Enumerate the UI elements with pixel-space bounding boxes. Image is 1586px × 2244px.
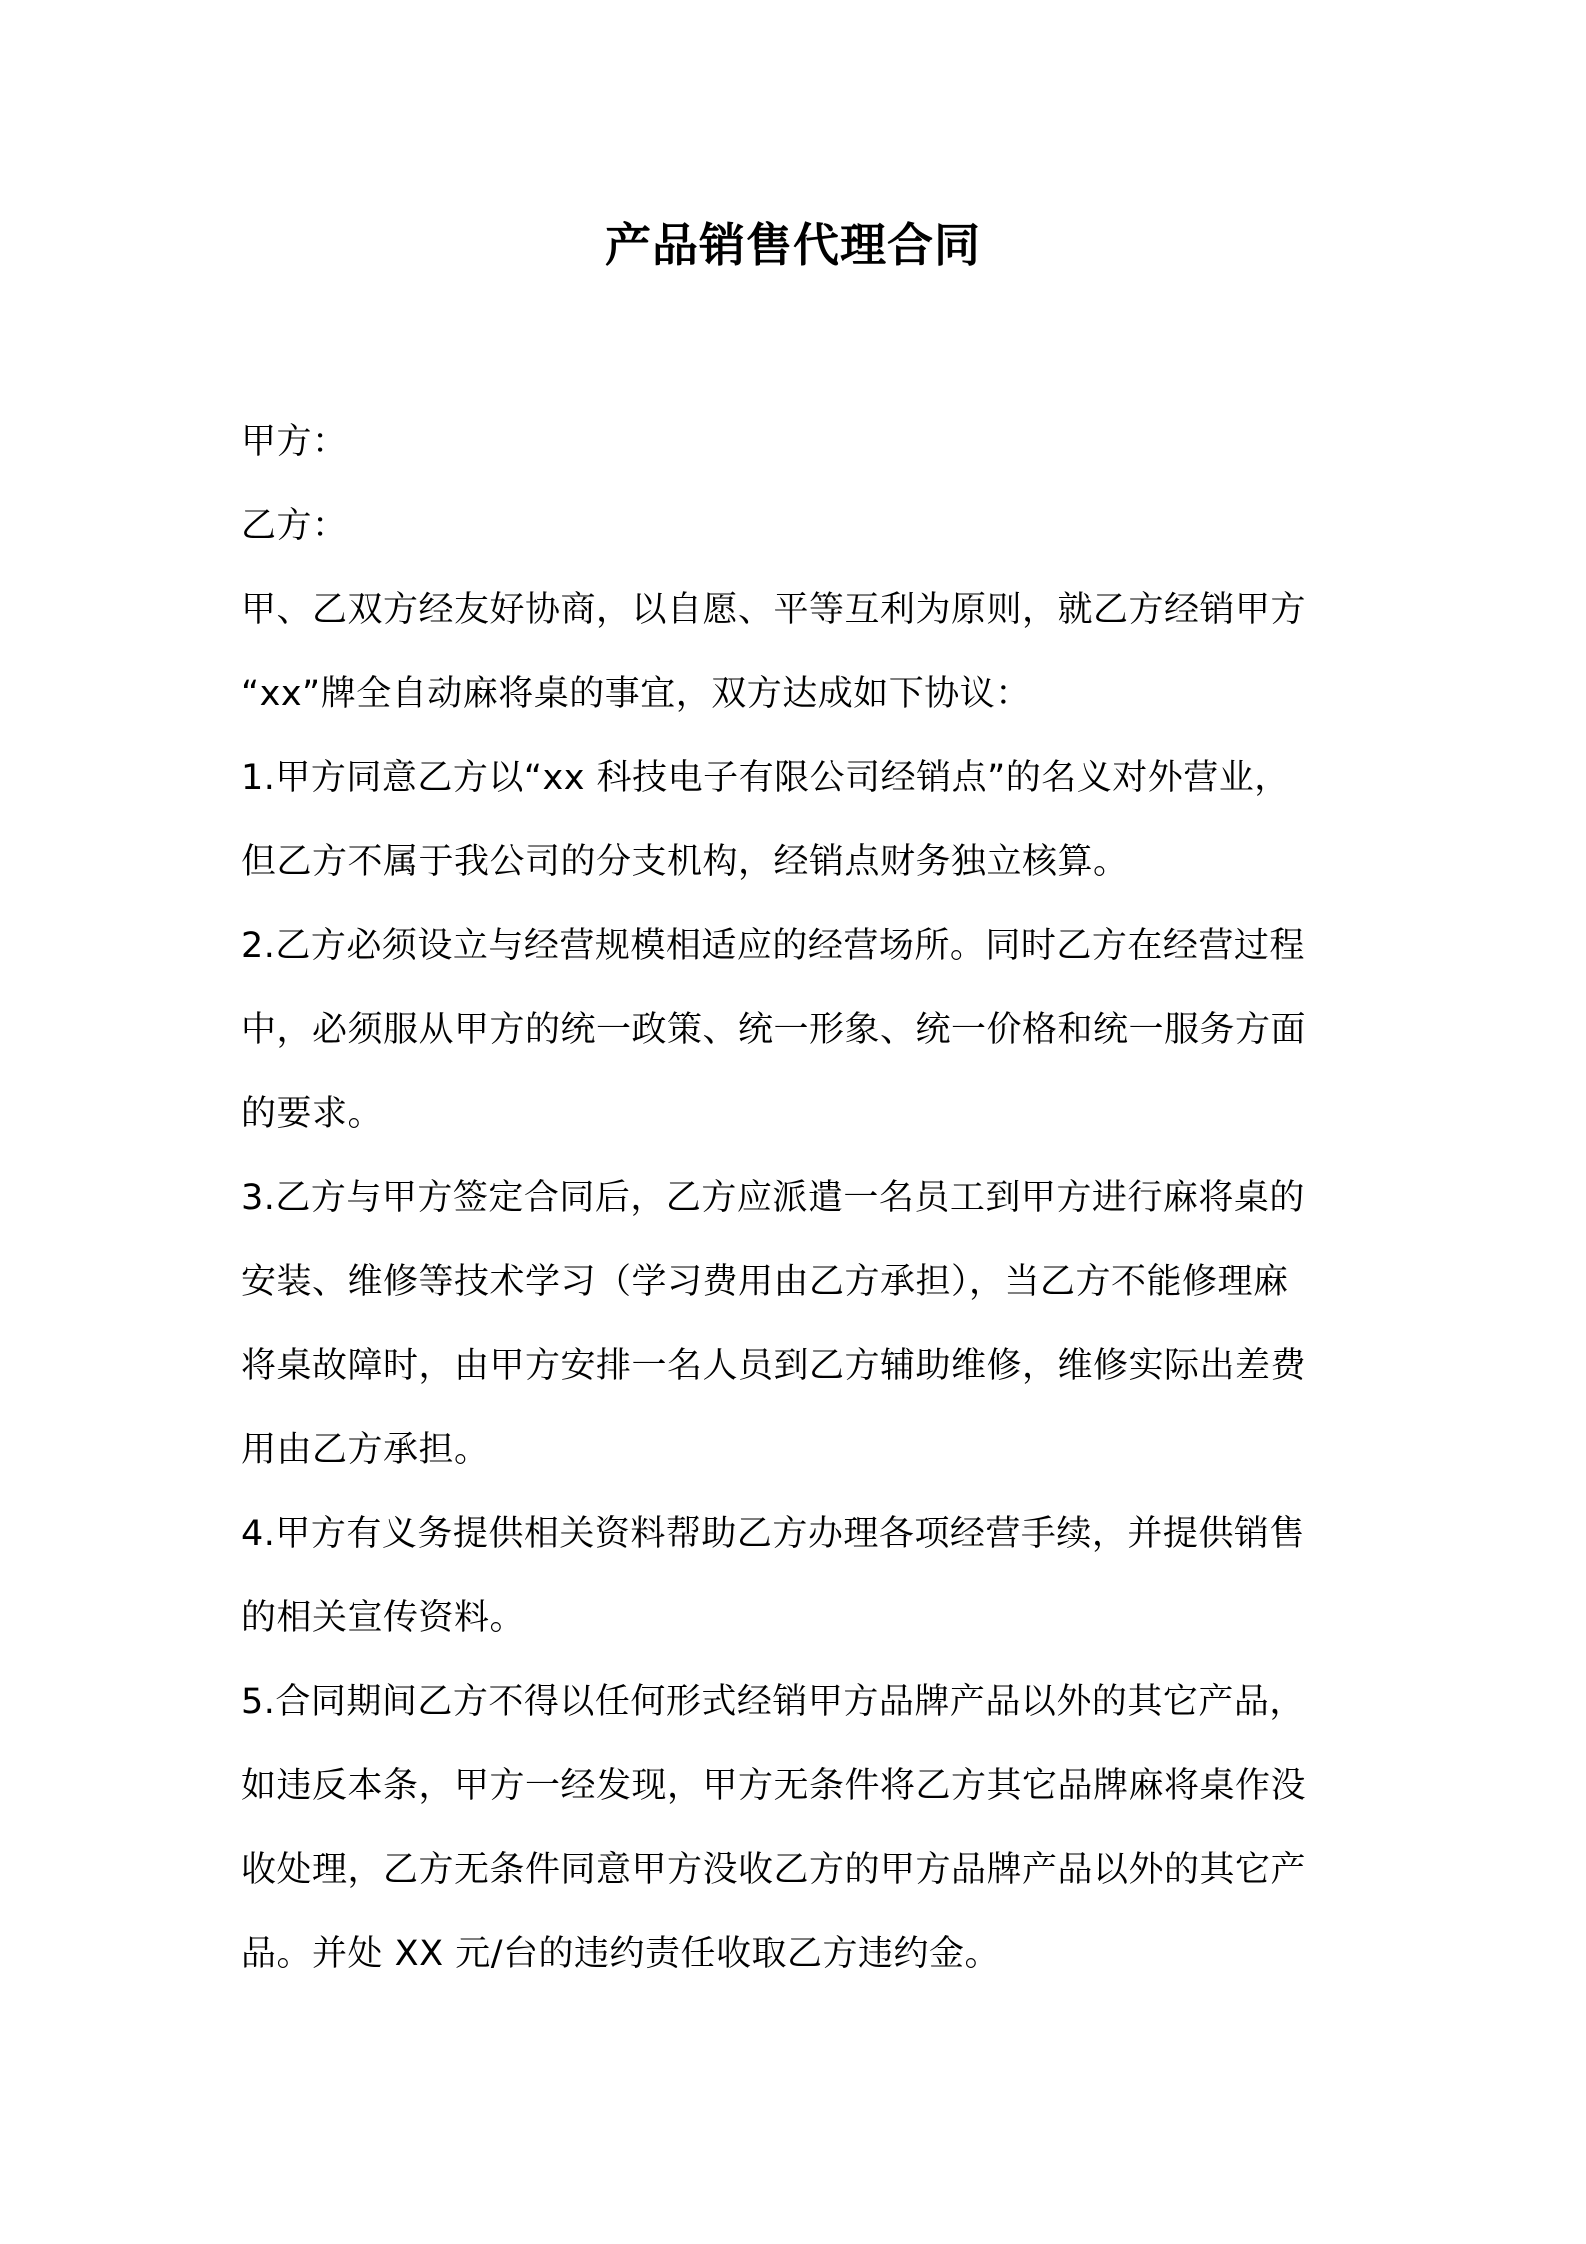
clause-2-line-2: 中，必须服从甲方的统一政策、统一形象、统一价格和统一服务方面 [241, 1010, 1307, 1050]
clause-3-line-3: 将桌故障时，由甲方安排一名人员到乙方辅助维修，维修实际出差费 [241, 1346, 1307, 1386]
preamble-line-1: 甲、乙双方经友好协商，以自愿、平等互利为原则，就乙方经销甲方 [241, 590, 1307, 630]
document-body [241, 400, 1356, 1996]
clause-4-line-1: 4.甲方有义务提供相关资料帮助乙方办理各项经营手续，并提供销售 [241, 1514, 1305, 1554]
clause-5-line-1: 5.合同期间乙方不得以任何形式经销甲方品牌产品以外的其它产品， [241, 1682, 1305, 1722]
clause-5-line-3: 收处理，乙方无条件同意甲方没收乙方的甲方品牌产品以外的其它产 [241, 1850, 1307, 1890]
party-b-line: 乙方： [241, 506, 348, 546]
party-a-line: 甲方： [241, 422, 348, 462]
clause-5-line-2: 如违反本条，甲方一经发现，甲方无条件将乙方其它品牌麻将桌作没 [241, 1766, 1307, 1806]
clause-1-line-1: 1.甲方同意乙方以“xx 科技电子有限公司经销点”的名义对外营业， [241, 758, 1290, 798]
clause-3-line-2: 安装、维修等技术学习（学习费用由乙方承担），当乙方不能修理麻 [241, 1262, 1289, 1302]
clause-4-line-2: 的相关宣传资料。 [241, 1598, 526, 1638]
clause-3-line-1: 3.乙方与甲方签定合同后，乙方应派遣一名员工到甲方进行麻将桌的 [241, 1178, 1305, 1218]
clause-1-line-2: 但乙方不属于我公司的分支机构，经销点财务独立核算。 [241, 842, 1129, 882]
clause-2-line-3: 的要求。 [241, 1094, 384, 1134]
clause-2-line-1: 2.乙方必须设立与经营规模相适应的经营场所。同时乙方在经营过程 [241, 926, 1305, 966]
document-title: 产品销售代理合同 [605, 218, 981, 272]
clause-3-line-4: 用由乙方承担。 [241, 1430, 490, 1470]
preamble-line-2: “xx”牌全自动麻将桌的事宜，双方达成如下协议： [241, 674, 1031, 714]
clause-5-line-4: 品。并处 XX 元/台的违约责任收取乙方违约金。 [241, 1934, 1000, 1974]
